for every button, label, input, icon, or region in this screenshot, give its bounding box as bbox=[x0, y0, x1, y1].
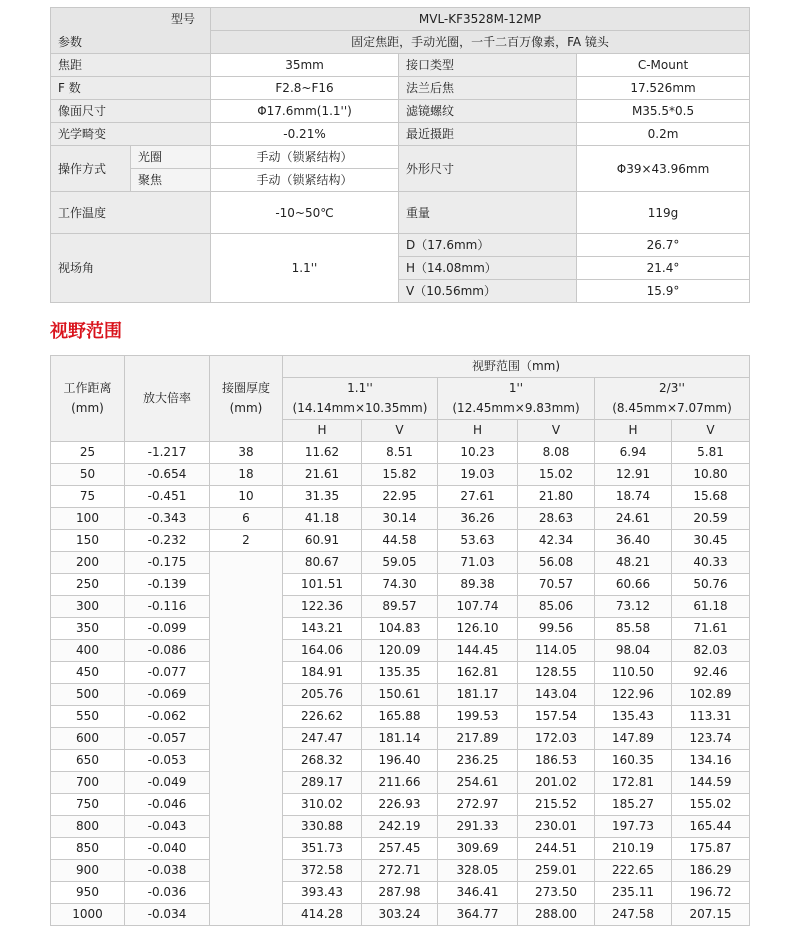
h-value-cell: 27.61 bbox=[438, 485, 518, 507]
h-value-cell: 36.26 bbox=[438, 507, 518, 529]
focal-value: 35mm bbox=[211, 54, 399, 77]
spec-row bbox=[51, 146, 750, 169]
v-value-cell: 135.35 bbox=[362, 661, 438, 683]
distance-cell: 75 bbox=[51, 485, 125, 507]
v-value-cell: 42.34 bbox=[518, 529, 595, 551]
table-row bbox=[51, 507, 750, 529]
spec-row bbox=[51, 234, 750, 257]
h-value-cell: 53.63 bbox=[438, 529, 518, 551]
h-value-cell: 41.18 bbox=[283, 507, 362, 529]
fov-header-row bbox=[51, 356, 750, 378]
distance-cell: 300 bbox=[51, 595, 125, 617]
v-value-cell: 15.82 bbox=[362, 463, 438, 485]
distortion-label: 光学畸变 bbox=[51, 123, 211, 146]
distance-cell: 500 bbox=[51, 683, 125, 705]
temp-label: 工作温度 bbox=[51, 192, 211, 234]
v-value-cell: 134.16 bbox=[672, 749, 750, 771]
h-value-cell: 80.67 bbox=[283, 551, 362, 573]
h-value-cell: 18.74 bbox=[595, 485, 672, 507]
spec-row bbox=[51, 192, 750, 234]
v-value-cell: 303.24 bbox=[362, 903, 438, 925]
spec-table bbox=[50, 7, 750, 303]
iris-value: 手动（锁紧结构） bbox=[211, 146, 399, 169]
table-row bbox=[51, 837, 750, 859]
h-value-cell: 309.69 bbox=[438, 837, 518, 859]
h-value-cell: 71.03 bbox=[438, 551, 518, 573]
spec-row bbox=[51, 77, 750, 100]
model-value: MVL-KF3528M-12MP bbox=[211, 8, 750, 31]
v-value-cell: 172.03 bbox=[518, 727, 595, 749]
h-value-cell: 101.51 bbox=[283, 573, 362, 595]
spec-row-param bbox=[51, 31, 750, 54]
v-value-cell: 128.55 bbox=[518, 661, 595, 683]
table-row bbox=[51, 683, 750, 705]
distance-cell: 600 bbox=[51, 727, 125, 749]
focus-label: 聚焦 bbox=[131, 169, 211, 192]
distance-cell: 1000 bbox=[51, 903, 125, 925]
h-value-cell: 107.74 bbox=[438, 595, 518, 617]
h-value-cell: 11.62 bbox=[283, 441, 362, 463]
format-header bbox=[283, 378, 438, 420]
h-value-cell: 210.19 bbox=[595, 837, 672, 859]
v-value-cell: 92.46 bbox=[672, 661, 750, 683]
h-value-cell: 24.61 bbox=[595, 507, 672, 529]
magnification-cell: -0.654 bbox=[125, 463, 210, 485]
v-value-cell: 259.01 bbox=[518, 859, 595, 881]
v-value-cell: 89.57 bbox=[362, 595, 438, 617]
format-dims: (14.14mm×10.35mm) bbox=[292, 401, 428, 416]
table-row bbox=[51, 793, 750, 815]
distance-cell: 25 bbox=[51, 441, 125, 463]
magnification-cell: -0.040 bbox=[125, 837, 210, 859]
v-value-cell: 244.51 bbox=[518, 837, 595, 859]
distance-cell: 550 bbox=[51, 705, 125, 727]
spacer-cell: 6 bbox=[210, 507, 283, 529]
v-value-cell: 21.80 bbox=[518, 485, 595, 507]
h-header: H bbox=[595, 419, 672, 441]
v-header: V bbox=[518, 419, 595, 441]
distance-cell: 200 bbox=[51, 551, 125, 573]
v-value-cell: 15.68 bbox=[672, 485, 750, 507]
h-value-cell: 328.05 bbox=[438, 859, 518, 881]
distance-cell: 650 bbox=[51, 749, 125, 771]
h-value-cell: 289.17 bbox=[283, 771, 362, 793]
v-value-cell: 155.02 bbox=[672, 793, 750, 815]
mod-label: 最近摄距 bbox=[399, 123, 577, 146]
v-value-cell: 28.63 bbox=[518, 507, 595, 529]
fov-table bbox=[50, 355, 750, 926]
magnification-cell: -0.086 bbox=[125, 639, 210, 661]
fov-h-label: H（14.08mm） bbox=[399, 257, 577, 280]
spacer-cell-empty bbox=[210, 551, 283, 925]
v-value-cell: 288.00 bbox=[518, 903, 595, 925]
fov-angle-sensor: 1.1'' bbox=[211, 234, 399, 303]
format-size: 1.1'' bbox=[347, 381, 373, 395]
h-value-cell: 247.47 bbox=[283, 727, 362, 749]
flange-label: 法兰后焦 bbox=[399, 77, 577, 100]
h-value-cell: 98.04 bbox=[595, 639, 672, 661]
model-label: 型号 bbox=[51, 8, 211, 31]
v-value-cell: 123.74 bbox=[672, 727, 750, 749]
h-value-cell: 351.73 bbox=[283, 837, 362, 859]
format-header bbox=[438, 378, 595, 420]
table-row bbox=[51, 859, 750, 881]
v-value-cell: 8.08 bbox=[518, 441, 595, 463]
spec-row bbox=[51, 123, 750, 146]
spacer-cell: 10 bbox=[210, 485, 283, 507]
v-value-cell: 201.02 bbox=[518, 771, 595, 793]
table-row bbox=[51, 727, 750, 749]
v-value-cell: 143.04 bbox=[518, 683, 595, 705]
v-header: V bbox=[672, 419, 750, 441]
flange-value: 17.526mm bbox=[577, 77, 750, 100]
table-row bbox=[51, 815, 750, 837]
spacer-cell: 38 bbox=[210, 441, 283, 463]
v-value-cell: 44.58 bbox=[362, 529, 438, 551]
h-value-cell: 372.58 bbox=[283, 859, 362, 881]
v-value-cell: 120.09 bbox=[362, 639, 438, 661]
magnification-cell: -0.069 bbox=[125, 683, 210, 705]
v-value-cell: 104.83 bbox=[362, 617, 438, 639]
v-value-cell: 165.44 bbox=[672, 815, 750, 837]
h-value-cell: 122.96 bbox=[595, 683, 672, 705]
h-value-cell: 291.33 bbox=[438, 815, 518, 837]
h-value-cell: 110.50 bbox=[595, 661, 672, 683]
table-row bbox=[51, 639, 750, 661]
fov-h-value: 21.4° bbox=[577, 257, 750, 280]
image-size-value: Φ17.6mm(1.1'') bbox=[211, 100, 399, 123]
h-value-cell: 268.32 bbox=[283, 749, 362, 771]
distortion-value: -0.21% bbox=[211, 123, 399, 146]
filter-label: 滤镜螺纹 bbox=[399, 100, 577, 123]
v-header: V bbox=[362, 419, 438, 441]
h-value-cell: 60.66 bbox=[595, 573, 672, 595]
h-value-cell: 364.77 bbox=[438, 903, 518, 925]
v-value-cell: 56.08 bbox=[518, 551, 595, 573]
focus-value: 手动（锁紧结构） bbox=[211, 169, 399, 192]
h-value-cell: 10.23 bbox=[438, 441, 518, 463]
h-value-cell: 36.40 bbox=[595, 529, 672, 551]
distance-cell: 100 bbox=[51, 507, 125, 529]
table-row bbox=[51, 771, 750, 793]
magnification-cell: -0.049 bbox=[125, 771, 210, 793]
fnum-label: F 数 bbox=[51, 77, 211, 100]
fnum-value: F2.8~F16 bbox=[211, 77, 399, 100]
v-value-cell: 230.01 bbox=[518, 815, 595, 837]
h-value-cell: 181.17 bbox=[438, 683, 518, 705]
iris-label: 光圈 bbox=[131, 146, 211, 169]
h-value-cell: 143.21 bbox=[283, 617, 362, 639]
table-row bbox=[51, 661, 750, 683]
table-row bbox=[51, 705, 750, 727]
table-row bbox=[51, 463, 750, 485]
h-value-cell: 162.81 bbox=[438, 661, 518, 683]
h-value-cell: 73.12 bbox=[595, 595, 672, 617]
h-value-cell: 330.88 bbox=[283, 815, 362, 837]
h-value-cell: 89.38 bbox=[438, 573, 518, 595]
spec-row bbox=[51, 100, 750, 123]
h-value-cell: 197.73 bbox=[595, 815, 672, 837]
v-value-cell: 50.76 bbox=[672, 573, 750, 595]
v-value-cell: 207.15 bbox=[672, 903, 750, 925]
v-value-cell: 287.98 bbox=[362, 881, 438, 903]
spec-row bbox=[51, 54, 750, 77]
mount-value: C-Mount bbox=[577, 54, 750, 77]
distance-cell: 450 bbox=[51, 661, 125, 683]
h-value-cell: 19.03 bbox=[438, 463, 518, 485]
v-value-cell: 20.59 bbox=[672, 507, 750, 529]
format-dims: (8.45mm×7.07mm) bbox=[612, 401, 732, 416]
h-value-cell: 135.43 bbox=[595, 705, 672, 727]
magnification-cell: -0.062 bbox=[125, 705, 210, 727]
h-value-cell: 414.28 bbox=[283, 903, 362, 925]
spacer-cell: 2 bbox=[210, 529, 283, 551]
image-size-label: 像面尺寸 bbox=[51, 100, 211, 123]
v-value-cell: 22.95 bbox=[362, 485, 438, 507]
v-value-cell: 74.30 bbox=[362, 573, 438, 595]
fov-d-value: 26.7° bbox=[577, 234, 750, 257]
fov-table-body bbox=[51, 441, 750, 925]
h-value-cell: 31.35 bbox=[283, 485, 362, 507]
format-dims: (12.45mm×9.83mm) bbox=[452, 401, 580, 416]
h-value-cell: 126.10 bbox=[438, 617, 518, 639]
h-value-cell: 172.81 bbox=[595, 771, 672, 793]
h-value-cell: 60.91 bbox=[283, 529, 362, 551]
h-value-cell: 235.11 bbox=[595, 881, 672, 903]
spacer-cell: 18 bbox=[210, 463, 283, 485]
distance-cell: 800 bbox=[51, 815, 125, 837]
distance-cell: 950 bbox=[51, 881, 125, 903]
h-value-cell: 236.25 bbox=[438, 749, 518, 771]
magnification-cell: -0.175 bbox=[125, 551, 210, 573]
v-value-cell: 144.59 bbox=[672, 771, 750, 793]
operation-label: 操作方式 bbox=[51, 146, 131, 192]
distance-cell: 150 bbox=[51, 529, 125, 551]
h-value-cell: 185.27 bbox=[595, 793, 672, 815]
v-value-cell: 99.56 bbox=[518, 617, 595, 639]
h-value-cell: 217.89 bbox=[438, 727, 518, 749]
magnification-cell: -0.343 bbox=[125, 507, 210, 529]
v-value-cell: 85.06 bbox=[518, 595, 595, 617]
h-value-cell: 199.53 bbox=[438, 705, 518, 727]
v-value-cell: 186.29 bbox=[672, 859, 750, 881]
param-value: 固定焦距，手动光圈，一千二百万像素，FA 镜头 bbox=[211, 31, 750, 54]
table-row bbox=[51, 573, 750, 595]
fov-v-value: 15.9° bbox=[577, 280, 750, 303]
section-title: 视野范围 bbox=[50, 321, 122, 342]
weight-value: 119g bbox=[577, 192, 750, 234]
filter-value: M35.5*0.5 bbox=[577, 100, 750, 123]
spacer-header: 接圈厚度(mm) bbox=[210, 356, 283, 442]
v-value-cell: 30.14 bbox=[362, 507, 438, 529]
h-value-cell: 222.65 bbox=[595, 859, 672, 881]
distance-cell: 700 bbox=[51, 771, 125, 793]
magnification-cell: -1.217 bbox=[125, 441, 210, 463]
table-row bbox=[51, 529, 750, 551]
magnification-cell: -0.232 bbox=[125, 529, 210, 551]
v-value-cell: 70.57 bbox=[518, 573, 595, 595]
h-value-cell: 160.35 bbox=[595, 749, 672, 771]
v-value-cell: 15.02 bbox=[518, 463, 595, 485]
spec-row-model bbox=[51, 8, 750, 31]
v-value-cell: 242.19 bbox=[362, 815, 438, 837]
h-value-cell: 272.97 bbox=[438, 793, 518, 815]
h-value-cell: 85.58 bbox=[595, 617, 672, 639]
magnification-cell: -0.099 bbox=[125, 617, 210, 639]
fov-d-label: D（17.6mm） bbox=[399, 234, 577, 257]
table-row bbox=[51, 617, 750, 639]
dimension-label: 外形尺寸 bbox=[399, 146, 577, 192]
v-value-cell: 10.80 bbox=[672, 463, 750, 485]
table-row bbox=[51, 881, 750, 903]
v-value-cell: 273.50 bbox=[518, 881, 595, 903]
v-value-cell: 181.14 bbox=[362, 727, 438, 749]
distance-cell: 350 bbox=[51, 617, 125, 639]
magnification-cell: -0.077 bbox=[125, 661, 210, 683]
v-value-cell: 272.71 bbox=[362, 859, 438, 881]
weight-label: 重量 bbox=[399, 192, 577, 234]
h-value-cell: 310.02 bbox=[283, 793, 362, 815]
v-value-cell: 196.72 bbox=[672, 881, 750, 903]
v-value-cell: 257.45 bbox=[362, 837, 438, 859]
magnification-cell: -0.451 bbox=[125, 485, 210, 507]
h-value-cell: 144.45 bbox=[438, 639, 518, 661]
v-value-cell: 61.18 bbox=[672, 595, 750, 617]
table-row bbox=[51, 903, 750, 925]
v-value-cell: 165.88 bbox=[362, 705, 438, 727]
magnification-cell: -0.038 bbox=[125, 859, 210, 881]
h-value-cell: 21.61 bbox=[283, 463, 362, 485]
fov-header: 视野范围（mm) bbox=[283, 356, 750, 378]
magnification-cell: -0.043 bbox=[125, 815, 210, 837]
mount-label: 接口类型 bbox=[399, 54, 577, 77]
magnification-header: 放大倍率 bbox=[125, 356, 210, 442]
h-value-cell: 147.89 bbox=[595, 727, 672, 749]
magnification-cell: -0.046 bbox=[125, 793, 210, 815]
mod-value: 0.2m bbox=[577, 123, 750, 146]
magnification-cell: -0.139 bbox=[125, 573, 210, 595]
table-row bbox=[51, 485, 750, 507]
magnification-cell: -0.116 bbox=[125, 595, 210, 617]
v-value-cell: 30.45 bbox=[672, 529, 750, 551]
h-value-cell: 122.36 bbox=[283, 595, 362, 617]
v-value-cell: 186.53 bbox=[518, 749, 595, 771]
dimension-value: Φ39×43.96mm bbox=[577, 146, 750, 192]
v-value-cell: 113.31 bbox=[672, 705, 750, 727]
v-value-cell: 215.52 bbox=[518, 793, 595, 815]
distance-header: 工作距离(mm) bbox=[51, 356, 125, 442]
v-value-cell: 40.33 bbox=[672, 551, 750, 573]
v-value-cell: 150.61 bbox=[362, 683, 438, 705]
distance-cell: 850 bbox=[51, 837, 125, 859]
magnification-cell: -0.057 bbox=[125, 727, 210, 749]
magnification-cell: -0.036 bbox=[125, 881, 210, 903]
h-value-cell: 48.21 bbox=[595, 551, 672, 573]
v-value-cell: 59.05 bbox=[362, 551, 438, 573]
h-value-cell: 184.91 bbox=[283, 661, 362, 683]
v-value-cell: 157.54 bbox=[518, 705, 595, 727]
h-value-cell: 205.76 bbox=[283, 683, 362, 705]
temp-value: -10~50℃ bbox=[211, 192, 399, 234]
h-value-cell: 254.61 bbox=[438, 771, 518, 793]
magnification-cell: -0.034 bbox=[125, 903, 210, 925]
v-value-cell: 226.93 bbox=[362, 793, 438, 815]
table-row bbox=[51, 595, 750, 617]
fov-v-label: V（10.56mm） bbox=[399, 280, 577, 303]
h-value-cell: 247.58 bbox=[595, 903, 672, 925]
table-row bbox=[51, 551, 750, 573]
h-header: H bbox=[438, 419, 518, 441]
distance-cell: 50 bbox=[51, 463, 125, 485]
h-value-cell: 346.41 bbox=[438, 881, 518, 903]
v-value-cell: 102.89 bbox=[672, 683, 750, 705]
table-row bbox=[51, 441, 750, 463]
format-header bbox=[595, 378, 750, 420]
v-value-cell: 211.66 bbox=[362, 771, 438, 793]
v-value-cell: 5.81 bbox=[672, 441, 750, 463]
h-value-cell: 6.94 bbox=[595, 441, 672, 463]
param-label: 参数 bbox=[51, 31, 211, 54]
h-value-cell: 12.91 bbox=[595, 463, 672, 485]
distance-cell: 900 bbox=[51, 859, 125, 881]
h-value-cell: 226.62 bbox=[283, 705, 362, 727]
distance-cell: 250 bbox=[51, 573, 125, 595]
h-value-cell: 393.43 bbox=[283, 881, 362, 903]
v-value-cell: 8.51 bbox=[362, 441, 438, 463]
table-row bbox=[51, 749, 750, 771]
v-value-cell: 196.40 bbox=[362, 749, 438, 771]
format-size: 1'' bbox=[508, 381, 524, 395]
v-value-cell: 114.05 bbox=[518, 639, 595, 661]
format-size: 2/3'' bbox=[659, 381, 685, 395]
focal-label: 焦距 bbox=[51, 54, 211, 77]
v-value-cell: 175.87 bbox=[672, 837, 750, 859]
v-value-cell: 82.03 bbox=[672, 639, 750, 661]
magnification-cell: -0.053 bbox=[125, 749, 210, 771]
h-header: H bbox=[283, 419, 362, 441]
distance-cell: 400 bbox=[51, 639, 125, 661]
h-value-cell: 164.06 bbox=[283, 639, 362, 661]
distance-cell: 750 bbox=[51, 793, 125, 815]
v-value-cell: 71.61 bbox=[672, 617, 750, 639]
fov-angle-label: 视场角 bbox=[51, 234, 211, 303]
